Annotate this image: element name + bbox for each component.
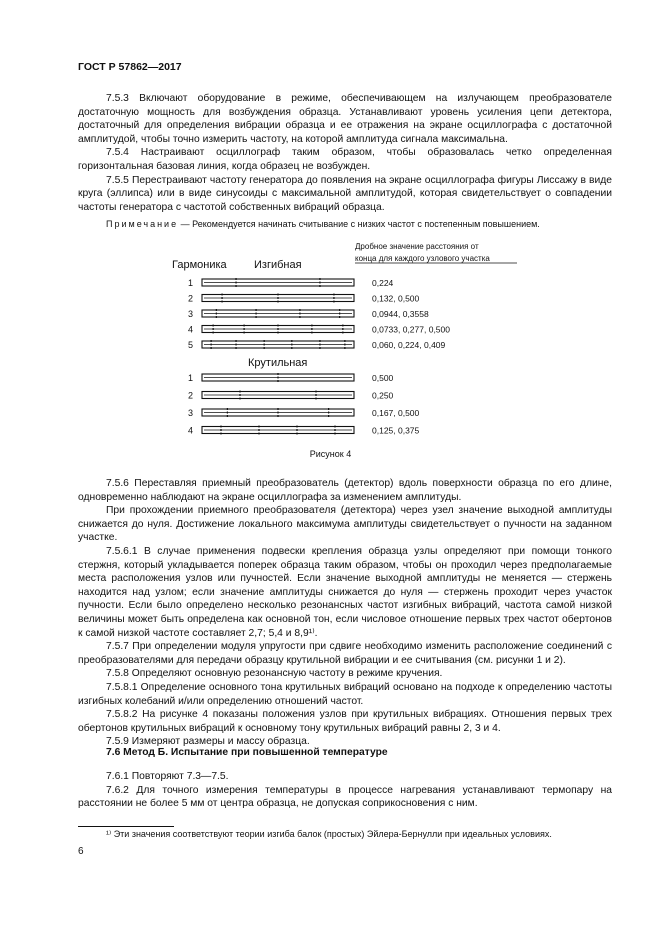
- paragraph: 7.5.4 Настраивают осциллограф таким образом, чтобы образовалась четко определенная горизонтальная базовая линия, когда образец не возбужден.: [78, 147, 612, 172]
- figure-4: [0, 0, 661, 450]
- distance-header-line1: Дробное значение расстояния от: [355, 242, 479, 251]
- flexural-harmonic-number: 3: [188, 309, 194, 319]
- paragraph: 7.5.9 Измеряют размеры и массу образца.: [106, 736, 310, 748]
- torsional-node-position-value: 0,125, 0,375: [372, 425, 420, 436]
- paragraph: При прохождении приемного преобразователя (детектора) через узел значение выходной амплитуды снижается до нуля. Достижение локального максимума амплитуды свидетельствует о пучности на заданном участке.: [78, 505, 612, 544]
- flexural-harmonic-number: 4: [188, 324, 194, 335]
- torsional-harmonic-number: 2: [188, 390, 194, 401]
- note-text: — Рекомендуется начинать считывание с низких частот с постепенным повышением.: [178, 219, 540, 229]
- paragraph: 7.6.2 Для точного измерения температуры в процессе нагревания устанавливают термопару на расстоянии не более 5 мм от центра образца, не допуская соприкосновения с ним.: [78, 784, 612, 810]
- torsional-harmonic-number: 3: [188, 408, 194, 418]
- harmonic-column-header: Гармоника: [172, 259, 227, 271]
- flexural-node-position-value: 0,0944, 0,3558: [372, 309, 429, 319]
- flexural-harmonic-number: 1: [188, 278, 194, 288]
- paragraph: 7.6.1 Повторяют 7.3—7.5.: [106, 771, 229, 782]
- flexural-harmonic-number: 5: [188, 340, 194, 350]
- text-block-7-6: [78, 770, 612, 811]
- torsional-harmonic-number: 1: [188, 373, 194, 383]
- torsional-node-position-value: 0,167, 0,500: [372, 408, 420, 418]
- torsional-harmonic-number: 4: [188, 425, 194, 436]
- document-header: ГОСТ Р 57862—2017: [78, 61, 182, 73]
- paragraph: 7.5.7 При определении модуля упругости при сдвиге необходимо изменить расположение соединений с преобразователями для передачи образцу крутильной вибрации и ее считывания (см. рисунки 1 и 2).: [78, 641, 612, 666]
- flexural-harmonic-number: 2: [188, 293, 194, 304]
- paragraph: 7.5.3 Включают оборудование в режиме, обеспечивающем на излучающем преобразователе достаточную мощность для возбуждения образца. Устанавливают уровень усиления цепи детектора, достаточный для определения вибрации образца и ее отражения на экране осциллографа с достаточной амплитудой, чтобы точно измерить частоту, на которой амплитуда сигнала максимальна.: [78, 93, 612, 145]
- figure-caption: Рисунок 4: [309, 449, 352, 459]
- paragraph: 7.5.8 Определяют основную резонансную частоту в режиме кручения.: [106, 668, 443, 680]
- footnote: ¹⁾ Эти значения соответствуют теории изгиба балок (простых) Эйлера-Бернулли при идеальных условиях.: [106, 829, 552, 839]
- figure-rows: [188, 278, 450, 436]
- torsional-header: Крутильная: [248, 357, 308, 369]
- footnote-separator: [78, 826, 174, 827]
- torsional-node-position-value: 0,500: [372, 373, 394, 383]
- flexural-node-position-value: 0,060, 0,224, 0,409: [372, 340, 446, 350]
- flexural-node-position-value: 0,132, 0,500: [372, 293, 420, 304]
- paragraph: 7.5.6.1 В случае применения подвески крепления образца узлы определяют при помощи тонкого стержня, который укладывается поперек образца таким образом, чтобы он проходил через предполагаемые места расположения узлов или пучностей. Если значение выходной амплитуды не меняется — стержень находится над узлом; если значение амплитуды снижается до нуля — стержень проходит через участок пучности. Если было определено несколько резонансных частот изгибных вибраций, частота самой низкой величины может быть определена как основной тон, если числовое отношение первых трех частот обертонов к самой низкой частоте составляет 2,7; 5,4 и 8,9¹⁾.: [78, 545, 612, 639]
- section-7-6-title: 7.6 Метод Б. Испытание при повышенной температуре: [106, 747, 388, 758]
- paragraph: 7.5.8.2 На рисунке 4 показаны положения узлов при крутильных вибрациях. Отношения первых трех обертонов крутильных вибраций к основному тону крутильных вибраций равны 2, 3 и 4.: [78, 709, 612, 734]
- flexural-node-position-value: 0,224: [372, 278, 394, 288]
- paragraph: 7.5.6 Переставляя приемный преобразователь (детектор) вдоль поверхности образца по его длине, одновременно наблюдают на экране осциллографа за изменением амплитуды.: [78, 478, 612, 503]
- paragraph: 7.5.5 Перестраивают частоту генератора до появления на экране осциллографа фигуры Лиссажу в виде круга (эллипса) или в виде синусоиды с максимальной амплитудой, которая свидетельствует о совпадении частоты генератора с частотой собственных вибраций образца.: [78, 174, 612, 213]
- torsional-node-position-value: 0,250: [372, 390, 394, 401]
- note-label: Примечание: [106, 219, 179, 229]
- distance-header-line2: конца для каждого узлового участка: [355, 254, 490, 263]
- flexural-column-header: Изгибная: [254, 259, 302, 271]
- paragraph: 7.5.8.1 Определение основного тона крутильных вибраций основано на подходе к определению частоты изгибных колебаний и/или определению отношений частот.: [78, 681, 612, 707]
- page-number: 6: [78, 846, 84, 857]
- text-block-7-5-6: [78, 477, 612, 749]
- flexural-node-position-value: 0,0733, 0,277, 0,500: [372, 324, 450, 335]
